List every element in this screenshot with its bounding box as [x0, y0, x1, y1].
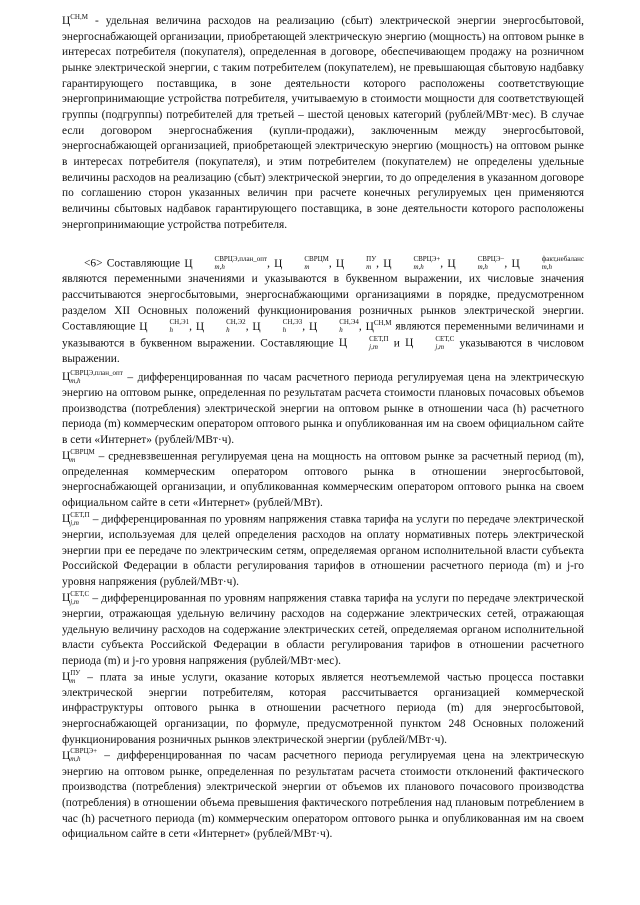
def-symbol-svrcz-plan: Ц СВРЦЭ,план_опт m,h [62, 368, 123, 385]
paragraph-cm-text: - удельная величина расходов на реализацию (сбыт) электрической энергии энергосбытовой, энергоснабжающей организации, приобретающей электрическую энергию (мощность) на оптовом рынке в интересах потребителя (покупателя), определенная в договоре, обеспечивающем продажу на розничном рынке электрической энергии, с таким потребителем (покупателем), не превышающая сбытовую надбавку гарантирующего поставщика, в зоне деятельности которого расположены соответствующие энергопринимающие устройства потребителя, учитываемую в стоимости мощности для соответствующей группы (подгруппы) потребителей для третьей – шестой ценовых категорий (рублей/МВт·мес). В случае если договором энергоснабжения (купли-продажи), заключенным между энергосбытовой, энергоснабжающей организацией, приобретающей электрическую энергию (мощность) на оптовом рынке в интересах потребителя (покупателя), и этим потребителем (покупателем) не определены удельные величины расходов на реализацию (сбыт) электрической энергии, то до определения в указанном договоре по соглашению сторон указанных величин при расчете конечных регулируемых цен применяются величины сбытовых надбавок гарантирующего поставщика, в зоне деятельности которого расположены энергопринимающие устройства потребителя. [62, 15, 584, 231]
symbol-ch-e4: Ц СН,Э4 h [309, 318, 359, 335]
document-page [62, 14, 584, 843]
definition-set-p [62, 512, 584, 591]
definition-svrcm [62, 449, 584, 512]
footnote-6-text-3: указываются в числовом выражении. [62, 337, 584, 365]
definition-set-c [62, 591, 584, 670]
def-symbol-svrcm: Ц СВРЦМ m [62, 447, 95, 464]
def-symbol-pu: Ц ПУ m [62, 668, 81, 685]
def-symbol-svrcz-plus: Ц СВРЦЭ+ m,h [62, 747, 98, 764]
symbol-ch-e2: Ц СН,Э2 h [195, 318, 246, 335]
symbol-ch-e3: Ц СН,Э3 h [252, 318, 303, 335]
paragraph-cm-definition [62, 14, 584, 233]
def-symbol-set-c: Ц СЕТ,С j,m [62, 589, 90, 606]
symbol-ch-e1: Ц СН,Э1 h [139, 318, 190, 335]
symbol-ch-m: $Ц^{СН,М}$ [365, 319, 392, 334]
definition-svrcz-plan [62, 370, 584, 449]
symbol-svrcz-plus: Ц СВРЦЭ+ m,h [383, 255, 441, 272]
definition-pu [62, 670, 584, 749]
symbol-svrcz-plan: Ц СВРЦЭ,план_опт m,h [184, 255, 268, 272]
definition-text: – плата за иные услуги, оказание которых является неотъемлемой частью процесса поставки электрической энергии потребителям, которая рассчитывается организацией коммерческой инфраструктуры оптового рынка в отношении расчетного периода (m) для энергосбытовой, энергоснабжающей организации, по формуле, предусмотренной пунктом 248 Основных положений функционирования розничных рынков электрической энергии (рублей/МВт·ч). [62, 671, 584, 746]
symbol-fact-nebalans: Ц факт,небаланс m,h [511, 255, 584, 272]
symbol-set-p: Ц СЕТ,П j,m [338, 334, 389, 351]
footnote-6: <6> Составляющие Ц СВРЦЭ,план_опт m,h , Ц СВРЦМ m , Ц ПУ m , Ц СВРЦЭ+ m,h , Ц СВРЦЭ− m,h , Ц факт,небаланс m,h являются переменными значениями и указываются в буквенном выражении, их числовые значения рассчитываются энергосбытовыми, энергоснабжающими организациями в порядке, предусмотренном разделом XII Основных положений функционирования розничных рынков электрической энергии. Составляющие Ц СН,Э1 h , Ц СН,Э2 h , Ц СН,Э3 h , Ц СН,Э4 h , $Ц^{СН,М}$ являются переменными величинами и указываются в буквенном выражении. Составляющие Ц СЕТ,П j,m и Ц СЕТ,С j,m указываются в числовом выражении. [62, 255, 585, 365]
footnote-6-lead: <6> Составляющие [84, 257, 181, 270]
footnote-6-and: и [393, 337, 400, 350]
symbol-pu: Ц ПУ m [335, 255, 377, 272]
definition-svrcz-plus [62, 748, 584, 843]
definition-text: – дифференцированная по уровням напряжения ставка тарифа на услуги по передаче электрической энергии, отражающая удельную величину расходов на содержание электрических сетей, отражающая удельную величину расходов на содержание электрических сетей, определяемая органом исполнительной власти субъекта Российской Федерации в области регулирования тарифов в отношении расчетного периода (m) и j-го уровня напряжения (рублей/МВт·мес). [62, 592, 584, 667]
definition-text: – дифференцированная по часам расчетного периода регулируемая цена на электрическую энергию на оптовом рынке, определенная по результатам расчета стоимости отклонений фактического производства (потребления) электрической энергии от объемов их планового почасового производства (потребления) в отношении объема превышения фактического потребления над плановым потреблением в час (h) расчетного периода (m) коммерческим оператором оптового рынка и опубликованная им на своем официальном сайте в сети «Интернет» (рублей/МВт·ч). [62, 750, 584, 841]
def-symbol-set-p: Ц СЕТ,П j,m [62, 510, 90, 527]
symbol-c-cm: $Ц^{СН,М}$ [62, 13, 88, 27]
symbol-set-c: Ц СЕТ,С j,m [405, 334, 455, 351]
symbol-svrcz-minus: Ц СВРЦЭ− m,h [447, 255, 505, 272]
symbol-svrcm: Ц СВРЦМ m [274, 255, 329, 272]
definition-text: – дифференцированная по часам расчетного периода регулируемая цена на электрическую энергию на оптовом рынке, определенная по результатам расчета стоимости плановых почасовых объемов производства (потребления) электрической энергии на оптовом рынке в отношении часа (h) расчетного периода (m) коммерческим оператором оптового рынка и опубликованная им на своем официальном сайте в сети «Интернет» (рублей/МВт·ч). [62, 371, 584, 446]
footnote-6-text-1: являются переменными значениями и указываются в буквенном выражении, их числовые значения рассчитываются энергосбытовыми, энергоснабжающими организациями в порядке, предусмотренном разделом XII Основных положений функционирования розничных рынков электрической энергии. Составляющие [62, 273, 584, 334]
definition-text: – дифференцированная по уровням напряжения ставка тарифа на услуги по передаче электрической энергии, используемая для целей определения расходов на оплату нормативных потерь электрической энергии при ее передаче по электрическим сетям, определяемая органом исполнительной власти субъекта Российской Федерации в области регулирования тарифов в отношении расчетного периода (m) и j-го уровня напряжения (рублей/МВт·ч). [62, 513, 584, 588]
definition-text: – средневзвешенная регулируемая цена на мощность на оптовом рынке за расчетный период (m), определенная коммерческим оператором оптового рынка в отношении энергосбытовой, энергоснабжающей организации, и опубликованная коммерческим оператором оптового рынка на своем официальном сайте в сети «Интернет» (рублей/МВт). [62, 450, 584, 510]
footnote-6-text-2: являются переменными величинами и указываются в буквенном выражении. Составляющие [62, 321, 585, 350]
